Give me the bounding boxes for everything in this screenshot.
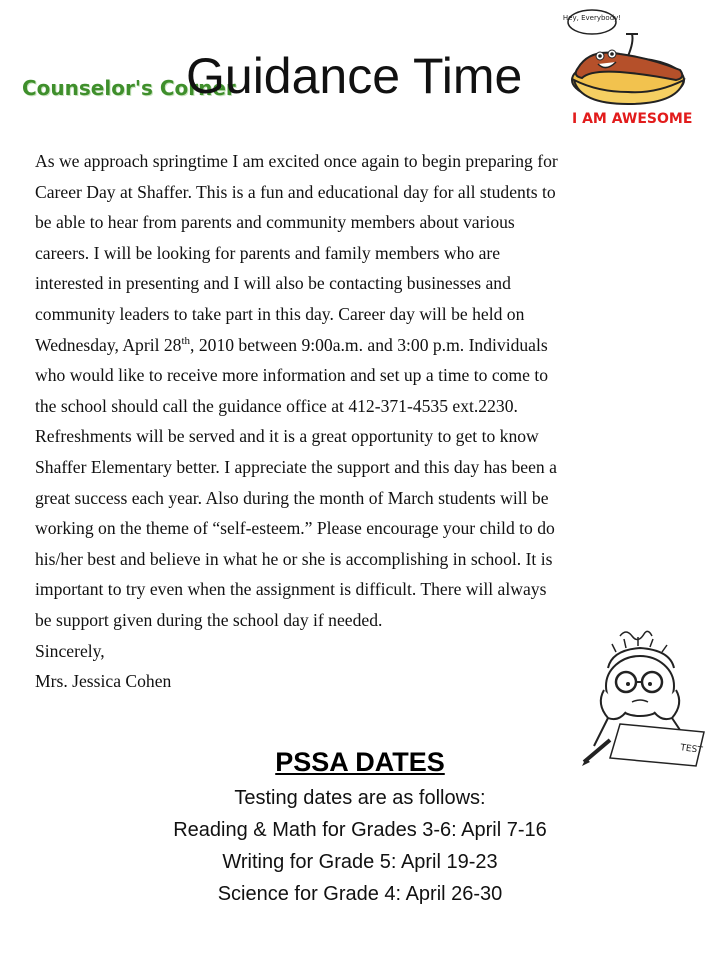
letter-line: be support given during the school day if needed.: [35, 609, 383, 630]
letter-line: great success each year. Also during the month of March students will be: [35, 487, 549, 508]
page-title: Guidance Time: [186, 48, 523, 104]
i-am-awesome-caption: I AM AWESOME: [572, 111, 693, 127]
test-paper-label: TEST: [679, 743, 704, 757]
letter-line: working on the theme of “self-esteem.” Please encourage your child to do: [35, 518, 555, 539]
pssa-intro: Testing dates are as follows:: [234, 787, 486, 809]
letter-line: careers. I will be looking for parents and family members who are: [35, 242, 501, 263]
letter-line: community leaders to take part in this day. Career day will be held on: [35, 303, 525, 324]
letter-closing: Sincerely,: [35, 640, 105, 661]
letter-line: As we approach springtime I am excited once again to begin preparing for: [35, 151, 558, 171]
letter-line: interested in presenting and I will also be contacting businesses and: [35, 273, 511, 294]
letter-line-date: [35, 330, 687, 361]
letter-signature: Mrs. Jessica Cohen: [35, 671, 172, 692]
letter-line: be able to hear from parents and community members about various: [35, 212, 515, 233]
counselor-corner-label: Counselor's Corner: [22, 76, 236, 100]
date-text: Wednesday, April 28: [35, 334, 182, 355]
letter-line: important to try even when the assignment is difficult. There will always: [35, 579, 547, 600]
hotdog-mascot-icon: [560, 8, 700, 114]
pssa-dates-section: [0, 742, 720, 910]
letter-line: the school should call the guidance office at 412-371-4535 ext.2230.: [35, 395, 518, 416]
letter-body: [35, 146, 687, 697]
date-time-text: , 2010 between 9:00a.m. and 3:00 p.m. Individuals: [190, 334, 548, 355]
pssa-item: Writing for Grade 5: April 19-23: [222, 851, 498, 873]
letter-line: Refreshments will be served and it is a great opportunity to get to know: [35, 426, 539, 447]
speech-bubble-text: Hey, Everybody!: [562, 14, 622, 22]
letter-line: who would like to receive more information and set up a time to come to: [35, 365, 549, 386]
date-ordinal: th: [181, 334, 191, 347]
pssa-item: Science for Grade 4: April 26-30: [217, 883, 503, 905]
pssa-heading: PSSA DATES: [275, 747, 445, 777]
letter-line: his/her best and believe in what he or she is accomplishing in school. It is: [35, 548, 553, 569]
pssa-item: Reading & Math for Grades 3-6: April 7-16: [173, 819, 547, 841]
letter-line: Career Day at Shaffer. This is a fun and educational day for all students to: [35, 181, 556, 202]
letter-line: Shaffer Elementary better. I appreciate the support and this day has been a: [35, 456, 557, 477]
